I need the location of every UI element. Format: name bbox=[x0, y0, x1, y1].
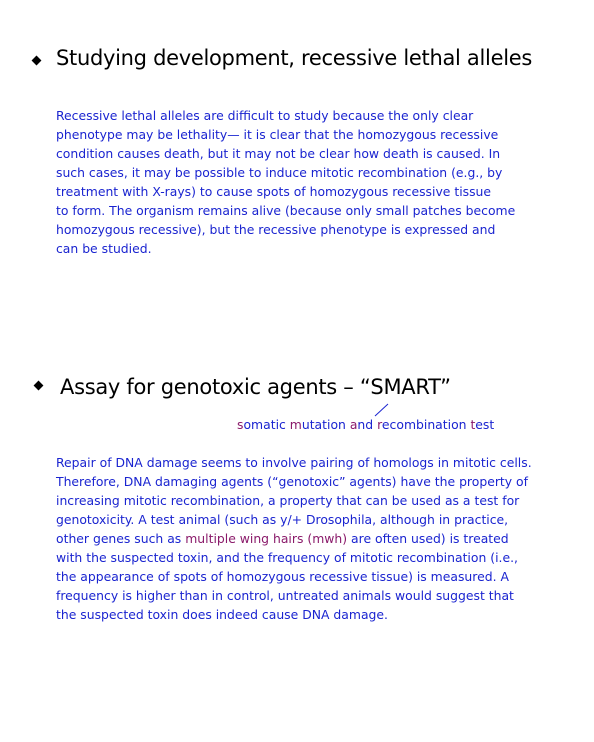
section1-line: phenotype may be lethality— it is clear that the homozygous recessive bbox=[56, 127, 499, 142]
acronym-rest-t: est bbox=[475, 417, 495, 432]
acronym-letter-t: t bbox=[470, 417, 476, 432]
section2-line: genotoxicity. A test animal (such as y/+ Drosophila, although in practice, bbox=[56, 512, 509, 527]
acronym-rest-s: omatic bbox=[243, 417, 290, 432]
section2-heading: Assay for genotoxic agents – “SMART” bbox=[60, 375, 451, 399]
acronym-letter-a: a bbox=[349, 417, 358, 432]
acronym-letter-m: m bbox=[289, 417, 302, 432]
section2-line: Repair of DNA damage seems to involve pairing of homologs in mitotic cells. bbox=[56, 455, 532, 470]
section1-line: treatment with X-rays) to cause spots of homozygous recessive tissue bbox=[56, 184, 492, 199]
line5-before: other genes such as bbox=[56, 531, 186, 546]
acronym-letter-s: s bbox=[237, 417, 244, 432]
callout-connector-line bbox=[373, 402, 393, 418]
acronym-rest-a: nd bbox=[357, 417, 378, 432]
section1-line: to form. The organism remains alive (because only small patches become bbox=[56, 203, 516, 218]
section1-line: such cases, it may be possible to induce mitotic recombination (e.g., by bbox=[56, 165, 503, 180]
section2-line: the suspected toxin does indeed cause DNA damage. bbox=[56, 607, 388, 622]
section2-line: frequency is higher than in control, untreated animals would suggest that bbox=[56, 588, 514, 603]
section2-line: with the suspected toxin, and the frequency of mitotic recombination (i.e., bbox=[56, 550, 518, 565]
diamond-bullet-icon bbox=[32, 56, 42, 66]
section2-paragraph bbox=[56, 453, 532, 624]
acronym-rest-m: utation bbox=[301, 417, 350, 432]
section2-line: the appearance of spots of homozygous recessive tissue) is measured. A bbox=[56, 569, 509, 584]
section2-line bbox=[56, 529, 532, 548]
section1-line: can be studied. bbox=[56, 241, 152, 256]
section1-line: Recessive lethal alleles are difficult to study because the only clear bbox=[56, 108, 474, 123]
smart-acronym-expansion bbox=[237, 417, 494, 432]
section1-heading: Studying development, recessive lethal alleles bbox=[56, 46, 532, 70]
diamond-bullet-icon bbox=[34, 381, 44, 391]
section1-paragraph bbox=[56, 106, 515, 258]
line5-after: are often used) is treated bbox=[347, 531, 509, 546]
acronym-letter-r: r bbox=[377, 417, 382, 432]
section2-line: Therefore, DNA damaging agents (“genotoxic” agents) have the property of bbox=[56, 474, 528, 489]
acronym-rest-r: ecombination bbox=[381, 417, 471, 432]
section1-line: homozygous recessive), but the recessive phenotype is expressed and bbox=[56, 222, 496, 237]
section2-line: increasing mitotic recombination, a property that can be used as a test for bbox=[56, 493, 520, 508]
mwh-highlight: multiple wing hairs (mwh) bbox=[185, 531, 348, 546]
section1-line: condition causes death, but it may not be clear how death is caused. In bbox=[56, 146, 501, 161]
